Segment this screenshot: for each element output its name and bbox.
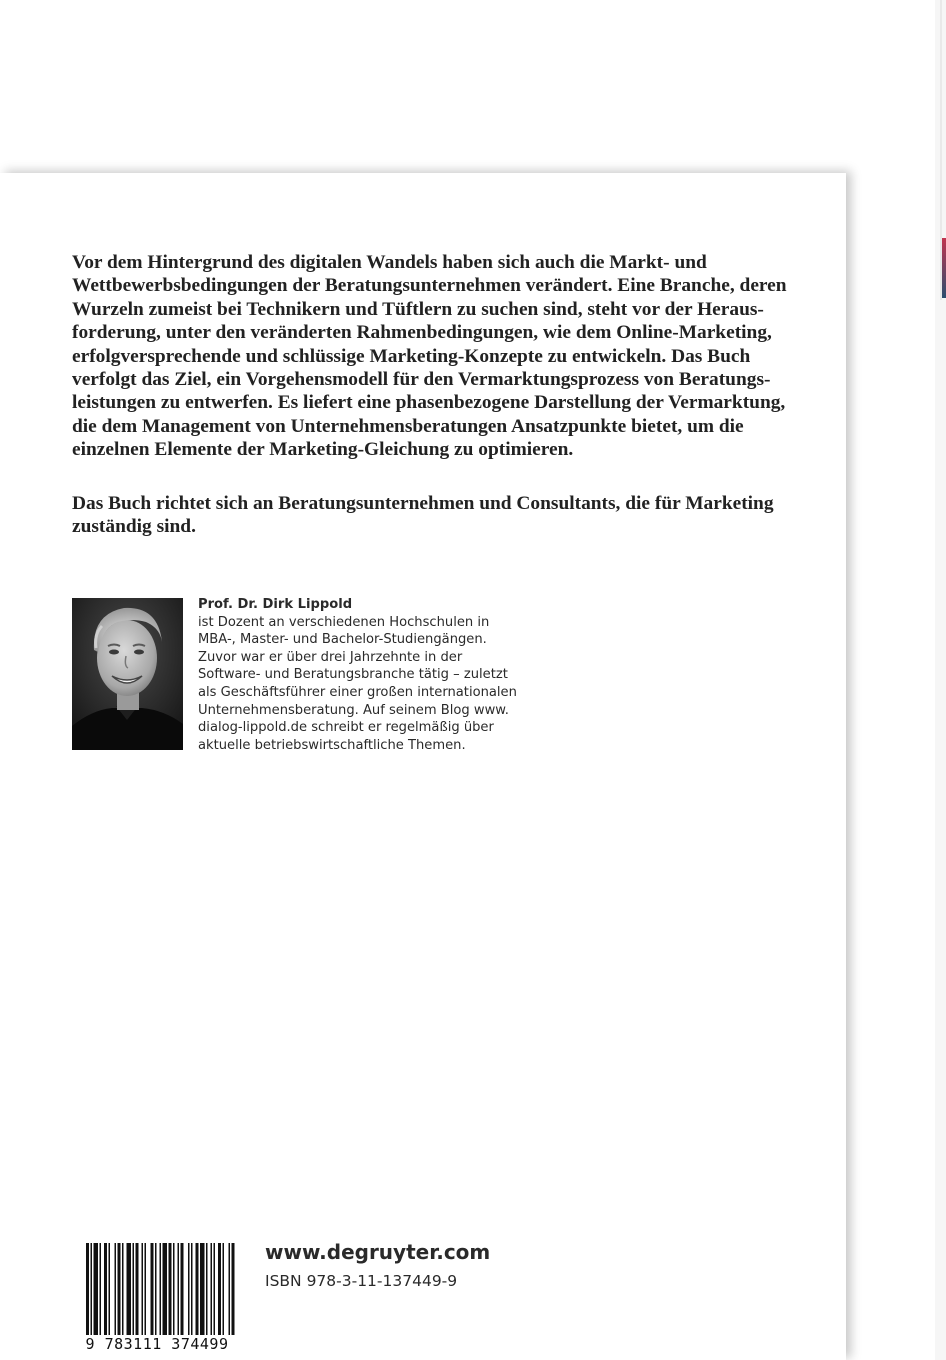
audience-line: zuständig sind. (72, 516, 196, 538)
barcode-bar (218, 1243, 221, 1335)
barcode-bar (133, 1243, 135, 1335)
author-photo-image (72, 598, 183, 750)
barcode-bar (86, 1243, 89, 1347)
barcode-bar (200, 1243, 205, 1335)
description-line: einzelnen Elemente der Marketing-Gleichung zu optimieren. (72, 439, 574, 461)
bio-line: dialog-lippold.de schreibt er regelmäßig über (198, 720, 494, 736)
description-line: erfolgversprechende und schlüssige Marketing-Konzepte zu entwickeln. Das Buch (72, 345, 751, 367)
publisher-website[interactable]: www.degruyter.com (265, 1240, 491, 1264)
author-photo (72, 598, 183, 750)
barcode-bar (115, 1243, 117, 1335)
bio-line: Software- und Beratungsbranche tätig – zuletzt (198, 667, 508, 683)
barcode-bar (211, 1243, 213, 1335)
barcode-bar (214, 1243, 216, 1335)
barcode-bar (136, 1243, 139, 1335)
barcode-bar (145, 1243, 147, 1335)
barcode-bar (163, 1243, 168, 1347)
barcode-bar (91, 1243, 93, 1347)
isbn-number: ISBN 978-3-11-137449-9 (265, 1272, 458, 1290)
barcode-bar (118, 1243, 121, 1335)
bio-line: ist Dozent an verschiedenen Hochschulen in (198, 614, 490, 630)
author-name: Prof. Dr. Dirk Lippold (198, 597, 353, 612)
bio-line: Zuvor war er über drei Jahrzehnte in der (198, 649, 463, 665)
bio-line: als Geschäftsführer einer großen internationalen (198, 684, 517, 700)
bio-line: MBA-, Master- und Bachelor-Studiengängen. (198, 632, 487, 648)
barcode-bar (151, 1243, 154, 1335)
description-line: Vor dem Hintergrund des digitalen Wandels haben sich auch die Markt- und (72, 252, 707, 273)
book-description (72, 251, 792, 462)
description-line: verfolgt das Ziel, ein Vorgehensmodell für den Vermarktungsprozess von Beratungs- (72, 369, 771, 391)
barcode-bar (229, 1243, 231, 1335)
description-line: forderung, unter den veränderten Rahmenbedingungen, wie dem Online-Marketing, (72, 322, 772, 344)
adjacent-page-color-accent (942, 238, 946, 298)
barcode-bar (100, 1243, 102, 1335)
barcode-bar (104, 1243, 107, 1335)
barcode-bar (188, 1243, 190, 1335)
barcode-bar (178, 1243, 180, 1335)
barcode-number: 9 783111 374499 (72, 1335, 242, 1353)
description-line: Wettbewerbsbedingungen der Beratungsunternehmen verändert. Eine Branche, deren (72, 275, 787, 297)
barcode-bar (196, 1243, 199, 1335)
barcode-bar (223, 1243, 225, 1335)
barcode-bar (122, 1243, 124, 1335)
back-cover-page (0, 173, 846, 1360)
barcode-bar (181, 1243, 184, 1335)
barcode-bar (169, 1243, 172, 1335)
barcode-bar (94, 1243, 99, 1335)
barcode-bar (206, 1243, 208, 1335)
bio-line: aktuelle betriebswirtschaftliche Themen. (198, 737, 466, 753)
barcode-bar (232, 1243, 235, 1347)
description-line: leistungen zu entwerfen. Es liefert eine phasenbezogene Darstellung der Vermarktung, (72, 392, 786, 414)
barcode-bar (155, 1243, 157, 1335)
barcode-bar (142, 1243, 144, 1335)
barcode-bar (173, 1243, 175, 1335)
bio-line: Unternehmensberatung. Auf seinem Blog www. (198, 702, 509, 718)
author-bio (198, 596, 558, 754)
description-line: die dem Management von Unternehmensberatungen Ansatzpunkte bietet, um die (72, 415, 744, 437)
barcode-bar (160, 1243, 162, 1347)
barcode-bar (127, 1243, 132, 1335)
barcode-bar (191, 1243, 193, 1335)
barcode-bar (109, 1243, 111, 1335)
description-line: Wurzeln zumeist bei Technikern und Tüftlern zu suchen sind, steht vor der Heraus- (72, 298, 764, 320)
target-audience (72, 492, 792, 539)
audience-line: Das Buch richtet sich an Beratungsunternehmen und Consultants, die für Marketing (72, 493, 774, 514)
